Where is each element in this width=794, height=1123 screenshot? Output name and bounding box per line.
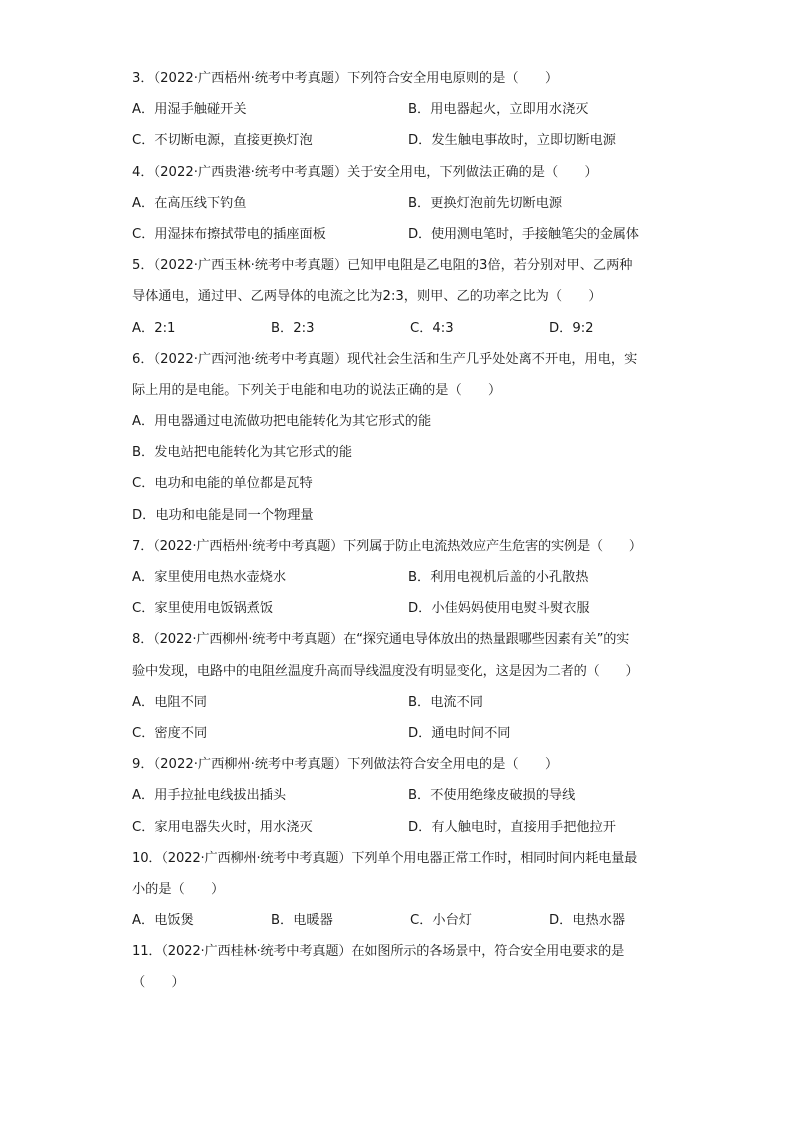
- option-d: D．通电时间不同: [408, 725, 511, 741]
- option-c: C．用湿抹布擦拭带电的插座面板: [132, 226, 326, 242]
- question-list: [132, 63, 664, 999]
- option-b: B．2:3: [271, 320, 315, 336]
- option-c: C．家用电器失火时，用水浇灭: [132, 819, 313, 835]
- option-c: C．不切断电源，直接更换灯泡: [132, 133, 313, 149]
- option-row: [132, 313, 664, 344]
- option-row: [132, 812, 664, 843]
- question-6: [132, 344, 664, 531]
- question-stem: 6．（2022·广西河池·统考中考真题）现代社会生活和生产几乎处处离不开电，用电，实: [132, 351, 638, 367]
- question-stem-continued: 验中发现，电路中的电阻丝温度升高而导线温度没有明显变化，这是因为二者的（ ）: [132, 663, 639, 679]
- option-d: D．电热水器: [549, 913, 626, 929]
- question-10: [132, 843, 664, 937]
- option-a: A．用电器通过电流做功把电能转化为其它形式的能: [132, 414, 432, 430]
- question-5: [132, 250, 664, 344]
- question-stem-continued: 导体通电，通过甲、乙两导体的电流之比为2:3，则甲、乙的功率之比为（ ）: [132, 289, 602, 305]
- option-b: B．电流不同: [408, 694, 483, 710]
- option-c: C．密度不同: [132, 725, 208, 741]
- question-stem: 3．（2022·广西梧州·统考中考真题）下列符合安全用电原则的是（ ）: [132, 71, 559, 86]
- option-a: A．电阻不同: [132, 694, 207, 710]
- option-row: [132, 718, 664, 749]
- question-stem: 10．（2022·广西柳州·统考中考真题）下列单个用电器正常工作时，相同时间内耗电量最: [132, 850, 638, 866]
- question-stem: 5．（2022·广西玉林·统考中考真题）已知甲电阻是乙电阻的3倍，若分别对甲、乙两种: [132, 258, 633, 274]
- option-b: B．用电器起火，立即用水浇灭: [408, 102, 589, 118]
- question-11: [132, 936, 664, 998]
- option-a: A．2:1: [132, 320, 176, 336]
- option-a: A．在高压线下钓鱼: [132, 195, 247, 211]
- option-d: D．小佳妈妈使用电熨斗熨衣服: [408, 601, 590, 617]
- option-row: [132, 125, 664, 156]
- option-row: [132, 905, 664, 936]
- option-d: D．有人触电时，直接用手把他拉开: [408, 819, 616, 835]
- option-row: [132, 188, 664, 219]
- question-stem: 7．（2022·广西梧州·统考中考真题）下列属于防止电流热效应产生危害的实例是（ ）: [132, 538, 642, 554]
- question-stem: 11．（2022·广西桂林·统考中考真题）在如图所示的各场景中，符合安全用电要求的是: [132, 944, 625, 960]
- question-stem: 9．（2022·广西柳州·统考中考真题）下列做法符合安全用电的是（ ）: [132, 757, 559, 773]
- option-row: [132, 593, 664, 624]
- question-4: [132, 157, 664, 251]
- option-c: C．4:3: [410, 320, 454, 336]
- option-b: B．更换灯泡前先切断电源: [408, 195, 563, 211]
- option-c: C．小台灯: [410, 913, 472, 929]
- option-row: [132, 219, 664, 250]
- option-c: C．电功和电能的单位都是瓦特: [132, 476, 313, 492]
- option-d: D．发生触电事故时，立即切断电源: [408, 133, 616, 149]
- option-b: B．电暖器: [271, 913, 333, 929]
- option-row: [132, 687, 664, 718]
- option-d: D．9:2: [549, 320, 594, 336]
- option-d: D．电功和电能是同一个物理量: [132, 507, 314, 523]
- question-stem-continued: 小的是（ ）: [132, 881, 225, 897]
- option-a: A．用手拉扯电线拔出插头: [132, 788, 287, 804]
- option-b: B．利用电视机后盖的小孔散热: [408, 570, 589, 585]
- question-stem-continued: （ ）: [132, 975, 185, 991]
- question-7: [132, 531, 664, 625]
- question-stem: 8．（2022·广西柳州·统考中考真题）在“探究通电导体放出的热量跟哪些因素有关”的实: [132, 632, 630, 648]
- option-b: B．不使用绝缘皮破损的导线: [408, 788, 576, 804]
- option-row: [132, 562, 664, 593]
- option-b: B．发电站把电能转化为其它形式的能: [132, 445, 353, 461]
- question-stem: 4．（2022·广西贵港·统考中考真题）关于安全用电，下列做法正确的是（ ）: [132, 164, 598, 180]
- question-8: [132, 624, 664, 749]
- question-9: [132, 749, 664, 843]
- option-c: C．家里使用电饭锅煮饭: [132, 601, 274, 617]
- question-stem-continued: 际上用的是电能。下列关于电能和电功的说法正确的是（ ）: [132, 382, 502, 398]
- option-a: A．家里使用电热水壶烧水: [132, 570, 287, 585]
- question-3: [132, 63, 664, 157]
- option-row: [132, 780, 664, 811]
- option-d: D．使用测电笔时，手接触笔尖的金属体: [408, 226, 639, 242]
- option-a: A．电饭煲: [132, 913, 194, 929]
- option-row: [132, 94, 664, 125]
- option-a: A．用湿手触碰开关: [132, 102, 247, 118]
